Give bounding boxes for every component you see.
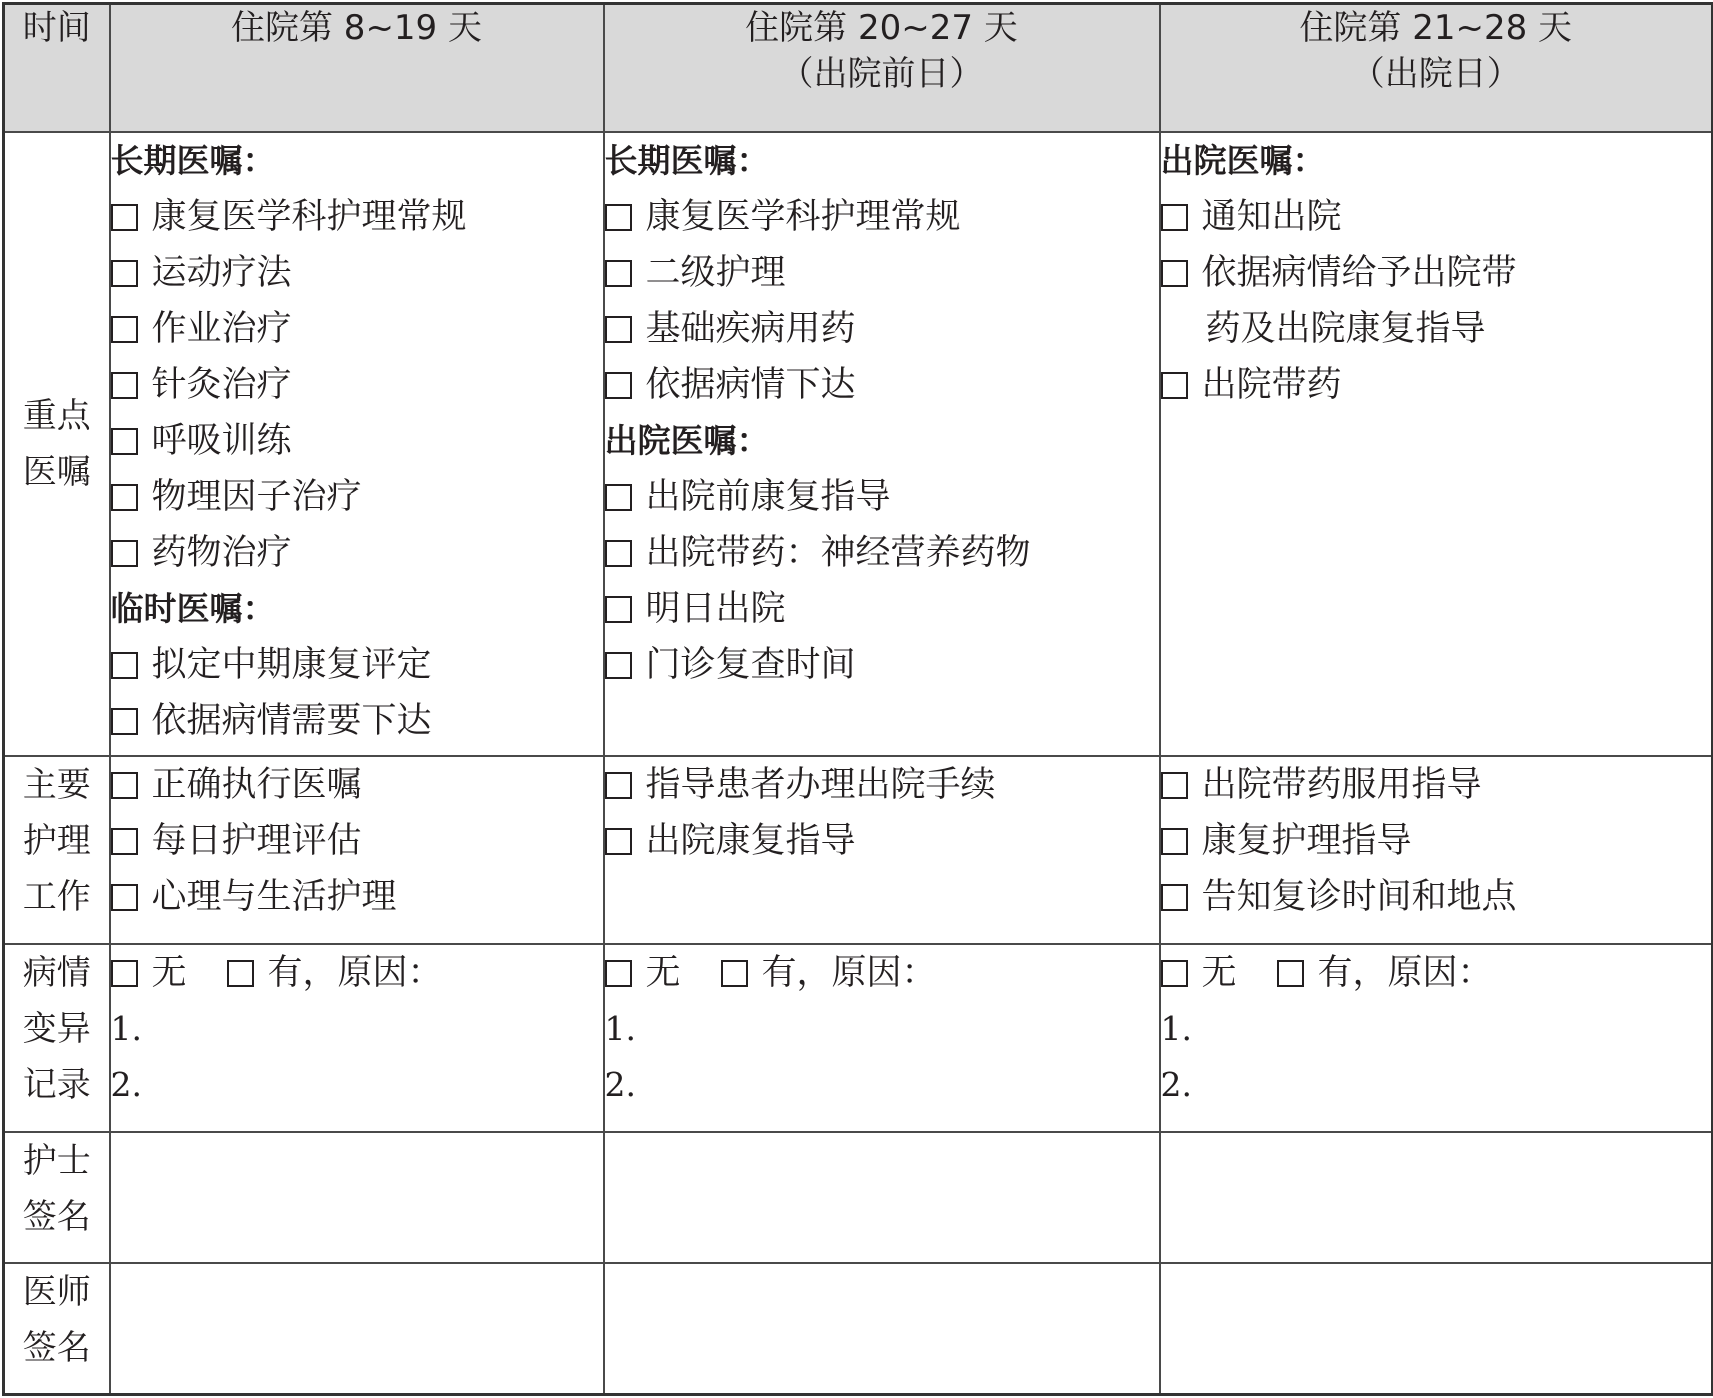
checkbox-yes[interactable] (227, 960, 254, 987)
time-header: 时间 (4, 4, 110, 133)
checklist-item[interactable]: 基础疾病用药 (605, 301, 1159, 357)
checkbox[interactable] (111, 428, 138, 455)
checklist-item[interactable]: 物理因子治疗 (111, 469, 603, 525)
variance-col3 (1160, 944, 1713, 1132)
orders-row (4, 132, 1713, 756)
yes-label: 有，原因： (1317, 953, 1493, 994)
checkbox[interactable] (605, 204, 632, 231)
doctor-signature-field[interactable] (604, 1263, 1160, 1394)
checklist-item-continuation: 药及出院康复指导 (1205, 309, 1486, 349)
doctor-signature-row (4, 1263, 1713, 1394)
checkbox[interactable] (111, 372, 138, 399)
checklist-item[interactable]: 出院带药：神经营养药物 (605, 525, 1159, 581)
checkbox-none[interactable] (111, 960, 138, 987)
checkbox[interactable] (605, 260, 632, 287)
header-row (4, 4, 1713, 133)
checklist-item[interactable]: 二级护理 (605, 245, 1159, 301)
variance-col2 (604, 944, 1160, 1132)
orders-row-label (4, 132, 110, 756)
checkbox[interactable] (605, 484, 632, 511)
checklist-item[interactable]: 出院前康复指导 (605, 469, 1159, 525)
checklist-item[interactable]: 每日护理评估 (111, 813, 603, 869)
checkbox[interactable] (1161, 204, 1188, 231)
row-label-line: 护理 (22, 821, 91, 862)
variance-row-label (4, 944, 110, 1132)
reason-line-2[interactable]: 2. (1160, 1065, 1192, 1105)
nursing-col3 (1160, 756, 1713, 944)
day-8-19-header (110, 4, 604, 133)
checkbox[interactable] (111, 652, 138, 679)
checklist-item[interactable]: 依据病情需要下达 (111, 693, 603, 749)
checklist-item[interactable]: 正确执行医嘱 (111, 757, 603, 813)
temporary-orders-heading: 临时医嘱： (110, 589, 276, 628)
row-label-line: 护士 (22, 1140, 91, 1181)
discharge-orders-heading: 出院医嘱： (1160, 141, 1326, 180)
checklist-item[interactable]: 依据病情下达 (605, 357, 1159, 413)
checkbox[interactable] (605, 372, 632, 399)
clinical-pathway-table (2, 2, 1713, 1396)
nursing-row (4, 756, 1713, 944)
checkbox[interactable] (111, 484, 138, 511)
reason-line-2[interactable]: 2. (110, 1065, 142, 1105)
row-label-line: 主要 (22, 765, 91, 806)
variance-choice (605, 945, 1159, 1001)
checklist-item[interactable]: 门诊复查时间 (605, 637, 1159, 693)
checkbox[interactable] (111, 316, 138, 343)
checkbox-yes[interactable] (721, 960, 748, 987)
checklist-item[interactable]: 出院康复指导 (605, 813, 1159, 869)
checkbox-yes[interactable] (1277, 960, 1304, 987)
checkbox[interactable] (1161, 828, 1188, 855)
checklist-item[interactable]: 康复护理指导 (1161, 813, 1712, 869)
doctor-signature-field[interactable] (1160, 1263, 1713, 1394)
nursing-col2 (604, 756, 1160, 944)
header-col3-line1: 住院第 21~28 天 (1299, 8, 1573, 48)
checkbox[interactable] (111, 772, 138, 799)
checklist-item[interactable]: 运动疗法 (111, 245, 603, 301)
checklist-item[interactable]: 出院带药 (1161, 357, 1712, 413)
checklist-item[interactable]: 通知出院 (1161, 189, 1712, 245)
nurse-signature-field[interactable] (1160, 1132, 1713, 1263)
doctor-signature-field[interactable] (110, 1263, 604, 1394)
checkbox[interactable] (605, 316, 632, 343)
nurse-signature-field[interactable] (110, 1132, 604, 1263)
row-label-line: 医师 (22, 1272, 91, 1313)
nursing-row-label (4, 756, 110, 944)
checkbox[interactable] (111, 260, 138, 287)
long-term-orders-heading: 长期医嘱： (604, 141, 770, 180)
day-20-27-header (604, 4, 1160, 133)
checkbox[interactable] (1161, 772, 1188, 799)
header-col1-line1: 住院第 8~19 天 (231, 8, 482, 48)
checklist-item[interactable]: 明日出院 (605, 581, 1159, 637)
reason-line-2[interactable]: 2. (604, 1065, 636, 1105)
checkbox[interactable] (605, 652, 632, 679)
row-label-line: 病情 (22, 953, 91, 994)
reason-line-1[interactable]: 1. (1160, 1009, 1192, 1049)
variance-choice (111, 945, 603, 1001)
reason-line-1[interactable]: 1. (110, 1009, 142, 1049)
orders-col3 (1160, 132, 1713, 756)
checklist-item[interactable]: 心理与生活护理 (111, 869, 603, 925)
checkbox[interactable] (1161, 372, 1188, 399)
nurse-signature-row (4, 1132, 1713, 1263)
doctor-signature-label (4, 1263, 110, 1394)
checklist-item[interactable]: 康复医学科护理常规 (111, 189, 603, 245)
checkbox[interactable] (605, 596, 632, 623)
day-21-28-header (1160, 4, 1713, 133)
row-label-line: 重点 (22, 396, 91, 437)
orders-col2 (604, 132, 1160, 756)
checkbox[interactable] (111, 204, 138, 231)
checklist-item[interactable]: 药物治疗 (111, 525, 603, 581)
checklist-item[interactable]: 呼吸训练 (111, 413, 603, 469)
long-term-orders-heading: 长期医嘱： (110, 141, 276, 180)
checkbox[interactable] (605, 828, 632, 855)
checklist-item[interactable]: 作业治疗 (111, 301, 603, 357)
reason-line-1[interactable]: 1. (604, 1009, 636, 1049)
checkbox[interactable] (605, 540, 632, 567)
none-label: 无 (645, 953, 681, 994)
none-label: 无 (1201, 953, 1237, 994)
header-col2-line1: 住院第 20~27 天 (745, 8, 1018, 48)
variance-col1 (110, 944, 604, 1132)
variance-choice (1161, 945, 1712, 1001)
checklist-item[interactable]: 拟定中期康复评定 (111, 637, 603, 693)
checklist-item[interactable]: 出院带药服用指导 (1161, 757, 1712, 813)
nursing-col1 (110, 756, 604, 944)
checkbox[interactable] (111, 708, 138, 735)
none-label: 无 (151, 953, 187, 994)
nurse-signature-label (4, 1132, 110, 1263)
header-col2-line2: （出院前日） (779, 54, 984, 94)
checklist-item[interactable]: 依据病情给予出院带 (1161, 245, 1712, 301)
variance-row (4, 944, 1713, 1132)
row-label-line: 记录 (22, 1065, 91, 1106)
row-label-line: 医嘱 (22, 452, 91, 493)
checkbox[interactable] (605, 772, 632, 799)
checkbox[interactable] (111, 828, 138, 855)
row-label-line: 签名 (22, 1196, 91, 1237)
orders-col1 (110, 132, 604, 756)
checkbox[interactable] (1161, 884, 1188, 911)
yes-label: 有，原因： (267, 953, 443, 994)
nurse-signature-field[interactable] (604, 1132, 1160, 1263)
row-label-line: 工作 (22, 877, 91, 918)
yes-label: 有，原因： (761, 953, 937, 994)
checklist-item[interactable]: 针灸治疗 (111, 357, 603, 413)
checkbox-none[interactable] (1161, 960, 1188, 987)
row-label-line: 变异 (22, 1009, 91, 1050)
checkbox-none[interactable] (605, 960, 632, 987)
discharge-orders-heading: 出院医嘱： (604, 421, 770, 460)
checkbox[interactable] (1161, 260, 1188, 287)
row-label-line: 签名 (22, 1328, 91, 1369)
header-col3-line2: （出院日） (1350, 54, 1521, 94)
checklist-item[interactable]: 指导患者办理出院手续 (605, 757, 1159, 813)
checkbox[interactable] (111, 884, 138, 911)
checklist-item[interactable]: 康复医学科护理常规 (605, 189, 1159, 245)
checklist-item[interactable]: 告知复诊时间和地点 (1161, 869, 1712, 925)
checkbox[interactable] (111, 540, 138, 567)
